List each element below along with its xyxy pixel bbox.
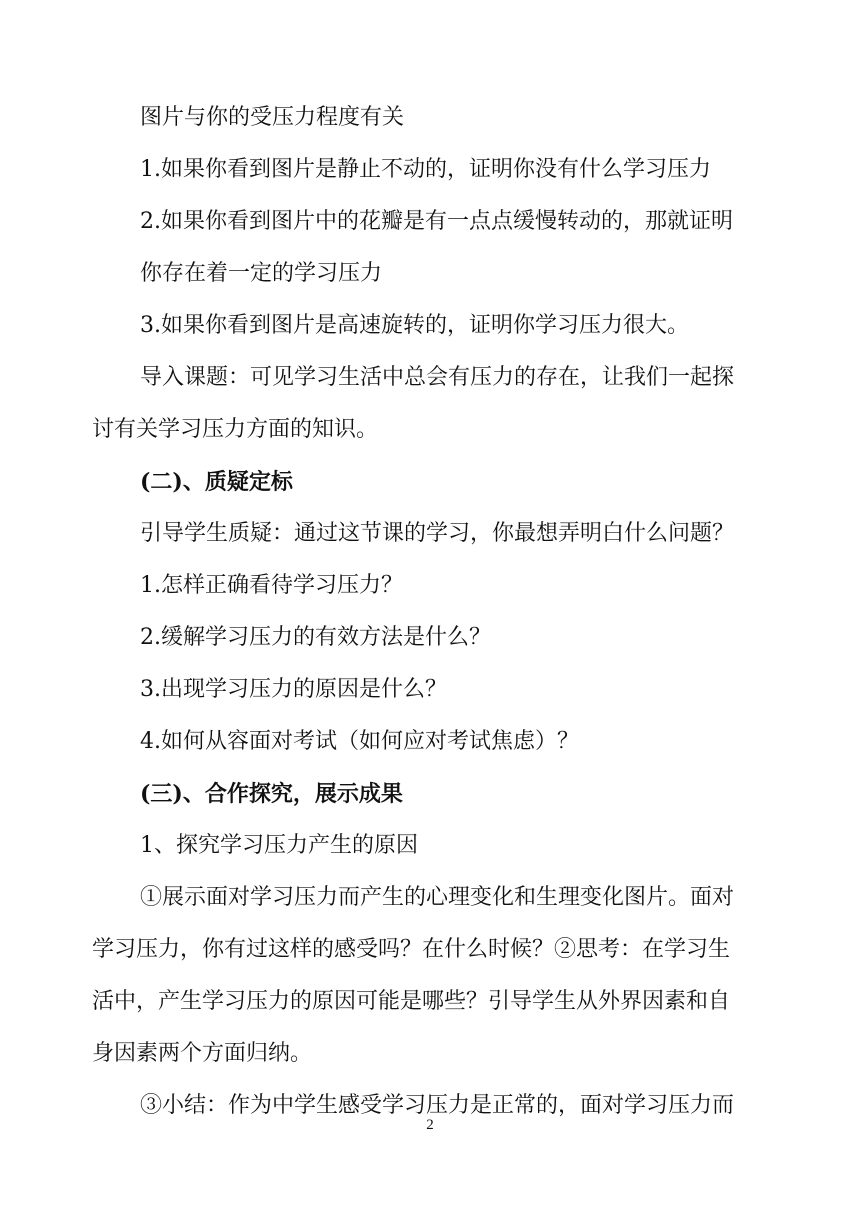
paragraph-line: 讨有关学习压力方面的知识。	[92, 417, 379, 442]
paragraph-line: 活中，产生学习压力的原因可能是哪些？引导学生从外界因素和自	[92, 989, 731, 1014]
subsection-heading: 1、探究学习压力产生的原因	[140, 833, 418, 858]
section-heading: (三)、合作探究，展示成果	[140, 781, 403, 807]
paragraph-line: 引导学生质疑：通过这节课的学习，你最想弄明白什么问题？	[140, 521, 735, 546]
paragraph-line: 身因素两个方面归纳。	[92, 1041, 313, 1066]
paragraph-line: 学习压力，你有过这样的感受吗？在什么时候？②思考：在学习生	[92, 937, 731, 962]
section-heading: (二)、质疑定标	[140, 469, 293, 495]
paragraph-line: 2.如果你看到图片中的花瓣是有一点点缓慢转动的，那就证明	[140, 209, 733, 234]
list-item: 3.出现学习压力的原因是什么？	[140, 677, 447, 702]
list-item: 4.如何从容面对考试（如何应对考试焦虑）？	[140, 729, 579, 754]
paragraph-line: 1.如果你看到图片是静止不动的，证明你没有什么学习压力	[140, 157, 711, 182]
list-item: 2.缓解学习压力的有效方法是什么？	[140, 625, 491, 650]
paragraph-line: 图片与你的受压力程度有关	[140, 105, 405, 130]
list-item: 1.怎样正确看待学习压力？	[140, 573, 403, 598]
paragraph-line: 3.如果你看到图片是高速旋转的，证明你学习压力很大。	[140, 313, 689, 338]
paragraph-line: 导入课题：可见学习生活中总会有压力的存在，让我们一起探	[140, 365, 735, 390]
page-number: 2	[426, 1117, 434, 1133]
paragraph-line: ①展示面对学习压力而产生的心理变化和生理变化图片。面对	[140, 885, 735, 910]
paragraph-line: 你存在着一定的学习压力	[140, 261, 383, 286]
paragraph-line: ③小结：作为中学生感受学习压力是正常的，面对学习压力而	[140, 1093, 735, 1118]
